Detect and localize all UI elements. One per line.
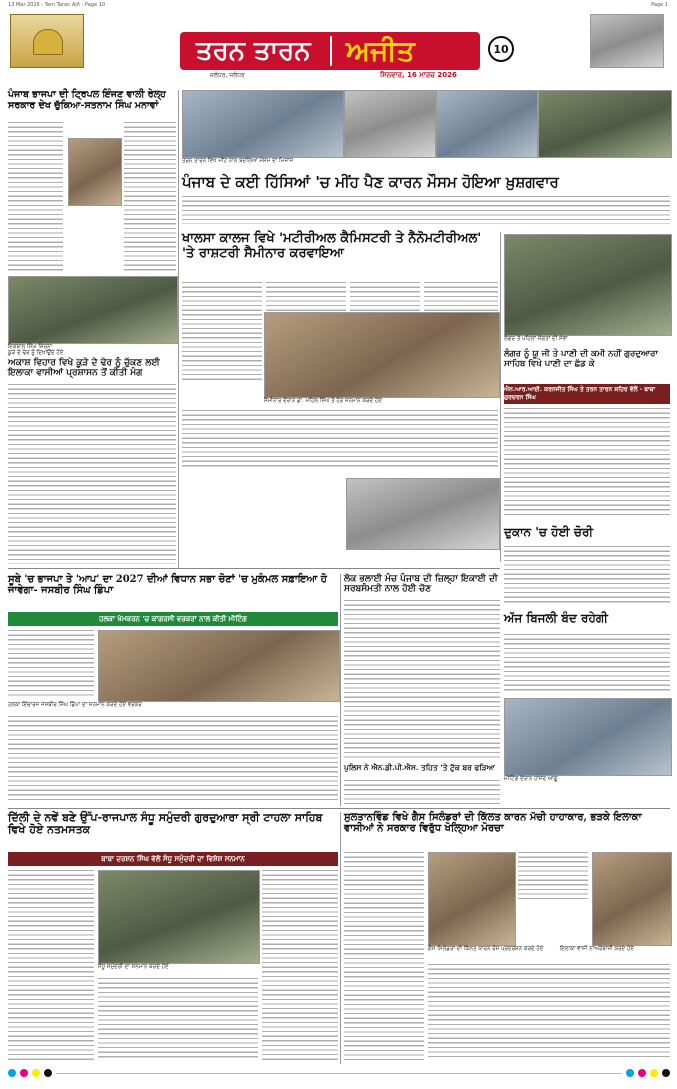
- khalsa-body-1: [182, 282, 262, 382]
- bijli-caption: ਮੀਟਿੰਗ ਦੌਰਾਨ ਹਾਜ਼ਰ ਆਗੂ: [504, 776, 558, 782]
- rain-photo-3: [436, 90, 538, 158]
- delhi-body-1: [8, 870, 94, 1060]
- langar-body: [504, 408, 670, 518]
- khalsa-body-2: [266, 282, 346, 312]
- bijli-headline: ਅੱਜ ਬਿਜਲੀ ਬੰਦ ਰਹੇਗੀ: [504, 611, 608, 625]
- left-top-portrait: [68, 138, 122, 206]
- sultan-caption-1: ਗੈਸ ਸਿਲੰਡਰਾਂ ਦੀ ਕਿੱਲਤ ਕਾਰਨ ਰੋਸ ਪ੍ਰਦਰਸ਼ਨ ਕਰਦੇ ਹੋਏ: [428, 946, 544, 952]
- nri-band: ਐਨ.ਆਰ.ਆਈ. ਕਰਨਜੀਤ ਸਿੰਘ ਤੇ ਤਰਨ ਤਾਰਨ ਸ਼ਹਿਰ ਵੱਲੋਂ - ਬਾਬਾ ਗੁਰਚਰਨ ਸਿੰਘ: [504, 384, 670, 404]
- masthead-divider: [330, 36, 332, 66]
- masthead-date: ਸਿਨਵਾਰ, 16 ਮਾਰਚ 2026: [380, 71, 457, 79]
- bijli-body: [504, 634, 670, 694]
- bjp-photo: [98, 630, 340, 702]
- bijli-photo: [504, 698, 672, 776]
- bjp-body-2: [8, 716, 338, 802]
- langar-headline: ਲੰਗਰ ਨੂੰ ਯੂ ਜੀ ਤੇ ਪਾਣੀ ਦੀ ਕਮੀ ਨਹੀਂ ਗੁਰਦੁਆਰਾ ਸਾਹਿਬ ਵਿਖੇ ਪਾਣੀ ਦਾ ਛੱਡ ਕੇ: [504, 349, 658, 369]
- rain-body: [182, 196, 670, 224]
- dukan-body: [504, 546, 670, 604]
- delhi-body-2: [262, 870, 338, 1060]
- masthead-sub: ਜਲੰਧਰ, ਜਲੰਧਰ: [210, 72, 245, 79]
- rain-headline: ਪੰਜਾਬ ਦੇ ਕਈ ਹਿੱਸਿਆਂ 'ਚ ਮੀਂਹ ਪੈਣ ਕਾਰਨ ਮੌਸਮ ਹੋਇਆ ਖ਼ੁਸ਼ਗਵਾਰ: [182, 173, 559, 191]
- print-info-left: 13 Mar 2026 - Tarn Taran Ajit - Page 10: [8, 2, 106, 8]
- sultan-photo-2: [592, 852, 672, 946]
- sultan-body-2: [518, 852, 588, 900]
- akash-headline: ਅਕਾਸ਼ ਵਿਹਾਰ ਵਿਖੇ ਕੂੜੇ ਦੇ ਢੇਰ ਨੂੰ ਚੁੱਕਣ ਲਈ ਇਲਾਕਾ ਵਾਸੀਆਂ ਪ੍ਰਸ਼ਾਸਨ ਤੋਂ ਕੀਤੀ ਮੰਗ: [8, 358, 160, 379]
- left-top-headline: ਪੰਜਾਬ ਭਾਜਪਾ ਦੀ ਟ੍ਰਿਪਲ ਇੰਜਣ ਵਾਲੀ ਰੇਲ੍ਹ ਸਰਕਾਰ ਦੇਖ ਚੁੱਕਿਆ-ਸਤਨਾਮ ਸਿੰਘ ਮਨਾਵਾਂ: [8, 89, 166, 111]
- khalsa-body-3: [350, 282, 420, 312]
- sultan-photo-1: [428, 852, 516, 946]
- langar-photo: [504, 234, 672, 336]
- sultan-caption-2: ਇਲਾਕਾ ਵਾਸੀ ਨਾਅਰੇਬਾਜ਼ੀ ਕਰਦੇ ਹੋਏ: [560, 946, 634, 952]
- khalsa-body-5: [182, 410, 498, 470]
- left-top-photo: [8, 276, 178, 344]
- column-divider-3: [340, 574, 341, 806]
- lok-body: [344, 600, 500, 760]
- section-rule-2: [8, 808, 670, 809]
- akash-caption: ਕੂੜੇ ਦੇ ਢੇਰ ਨੂੰ ਦਿਖਾਉਂਦੇ ਹੋਏ: [8, 350, 64, 356]
- khalsa-caption: ਸੈਮੀਨਾਰ ਦੌਰਾਨ ਡਾ. ਮਹਿਲ ਸਿੰਘ ਤੇ ਹੋਰ ਸਨਮਾਨ ਕਰਦੇ ਹੋਏ: [264, 398, 382, 404]
- delhi-headline: ਦਿੱਲੀ ਦੇ ਨਵੇਂ ਬਣੇ ਉੱਪ-ਰਾਜਪਾਲ ਸੰਧੂ ਸਮੁੰਦਰੀ ਗੁਰਦੁਆਰਾ ਸ੍ਰੀ ਟਾਹਲਾ ਸਾਹਿਬ ਵਿਖੇ ਹੋਏ ਨਤਮਸਤਕ: [8, 811, 323, 837]
- delhi-body-3: [98, 978, 258, 1060]
- masthead-band: [180, 32, 480, 70]
- rain-caption: ਤਰਨ ਤਾਰਨ ਵਿਖੇ ਮੀਂਹ ਨਾਲ ਬਦਲਿਆ ਮੌਸਮ ਦਾ ਮਿਜ਼ਾਜ: [182, 158, 294, 164]
- column-divider-4: [340, 812, 341, 1064]
- column-divider-2: [500, 232, 501, 562]
- lok-headline: ਲੋਕ ਭਲਾਈ ਮੰਚ ਪੰਜਾਬ ਦੀ ਜ਼ਿਲ੍ਹਾ ਇਕਾਈ ਦੀ ਸਰਬਸੰਮਤੀ ਨਾਲ ਹੋਈ ਚੋਣ: [344, 574, 498, 595]
- golden-temple-logo: [10, 14, 84, 68]
- langar-caption: ਲੰਗਰ ਤੋਂ ਪਹਿਲਾਂ ਸੰਗਤਾਂ ਦੀ ਸੇਵਾ: [504, 336, 568, 342]
- delhi-photo: [98, 870, 260, 964]
- police-headline: ਪੁਲਿਸ ਨੇ ਐਨ.ਡੀ.ਪੀ.ਐਸ. ਤਹਿਤ 'ਤੇ ਟੁੱਕ ਬਰ ਫੜਿਆ: [344, 763, 495, 772]
- print-info-line: [8, 2, 668, 10]
- masthead-city: ਤਰਨ ਤਾਰਨ: [196, 36, 311, 66]
- akash-body: [8, 384, 176, 564]
- print-info-right: Page 1: [651, 2, 668, 8]
- masthead: [0, 10, 677, 88]
- page-number: 10: [488, 36, 514, 62]
- khalsa-headline: ਖਾਲਸਾ ਕਾਲਜ ਵਿਖੇ 'ਮਟੀਰੀਅਲ ਕੈਮਿਸਟਰੀ ਤੇ ਨੈਨੋਮਟੀਰੀਅਲ' 'ਤੇ ਰਾਸ਼ਟਰੀ ਸੈਮੀਨਾਰ ਕਰਵਾਇਆ: [182, 231, 482, 261]
- column-divider-1: [178, 90, 179, 568]
- left-top-body-1: [8, 122, 63, 272]
- dukan-headline: ਦੁਕਾਨ 'ਚ ਹੋਈ ਚੋਰੀ: [504, 525, 593, 539]
- sultan-body-3: [428, 964, 670, 1060]
- bjp-caption: ਹਲਕਾ ਇੰਚਾਰਜ ਜਸਬੀਰ ਸਿੰਘ ਡਿੰਪਾ ਦਾ ਸਨਮਾਨ ਕਰਦੇ ਹੋਏ ਵਰਕਰ: [8, 702, 142, 708]
- sultan-headline: ਸੁਲਤਾਨਵਿੰਡ ਵਿਖੇ ਗੈਸ ਸਿਲੰਡਰਾਂ ਦੀ ਕਿੱਲਤ ਕਾਰਨ ਮੱਚੀ ਹਾਹਾਕਾਰ, ਭੜਕੇ ਇਲਾਕਾ ਵਾਸੀਆਂ ਨੇ ਸਰਕਾਰ ਵਿਰੁੱਧ ਖੋਲ੍ਹਿਆ ਮੋਰਚਾ: [344, 812, 642, 835]
- police-body: [344, 780, 500, 806]
- rain-photo-1: [182, 90, 344, 158]
- left-top-caption: ਇਕਬਾਲ ਸਿੰਘ ਸ਼ਿਰਨਾ: [8, 344, 53, 350]
- bjp-headline: ਸੂਬੇ 'ਚ ਭਾਜਪਾ ਤੇ 'ਆਪ' ਦਾ 2027 ਦੀਆਂ ਵਿਧਾਨ ਸਭਾ ਚੋਣਾਂ 'ਚ ਮੁਕੰਮਲ ਸਫ਼ਾਇਆ ਹੋ ਜਾਵੇਗਾ- ਜਸਬੀਰ ਸਿੰਘ ਡਿੰਪਾ: [8, 574, 327, 597]
- sultan-body-1: [344, 852, 424, 1060]
- bjp-body-1: [8, 630, 94, 698]
- market-photo: [346, 478, 500, 550]
- delhi-caption: ਸੰਧੂ ਸਮੁੰਦਰੀ ਦਾ ਸਨਮਾਨ ਕਰਦੇ ਹੋਏ: [98, 964, 169, 970]
- masthead-paper: ਅਜੀਤ: [346, 34, 415, 67]
- khalsa-body-4: [424, 282, 498, 312]
- masthead-photo: [590, 14, 664, 68]
- color-registration-strip: [8, 1068, 670, 1078]
- rain-photo-2: [344, 90, 436, 158]
- section-rule-1: [8, 568, 500, 569]
- rain-photo-4: [538, 90, 672, 158]
- delhi-band: ਬਾਬਾ ਦਰਸ਼ਨ ਸਿੰਘ ਵੱਲੋਂ ਸੰਧੂ ਸਮੁੰਦਰੀ ਦਾ ਵਿਸ਼ੇਸ਼ ਸਨਮਾਨ: [8, 852, 338, 866]
- left-top-body-2: [124, 122, 176, 272]
- khalsa-photo: [264, 312, 500, 398]
- bjp-band: ਹਲਕਾ ਖੇਮਕਰਨ 'ਚ ਕਾਂਗਰਸੀ ਵਰਕਰਾਂ ਨਾਲ ਕੀਤੀ ਮੀਟਿੰਗ: [8, 612, 338, 626]
